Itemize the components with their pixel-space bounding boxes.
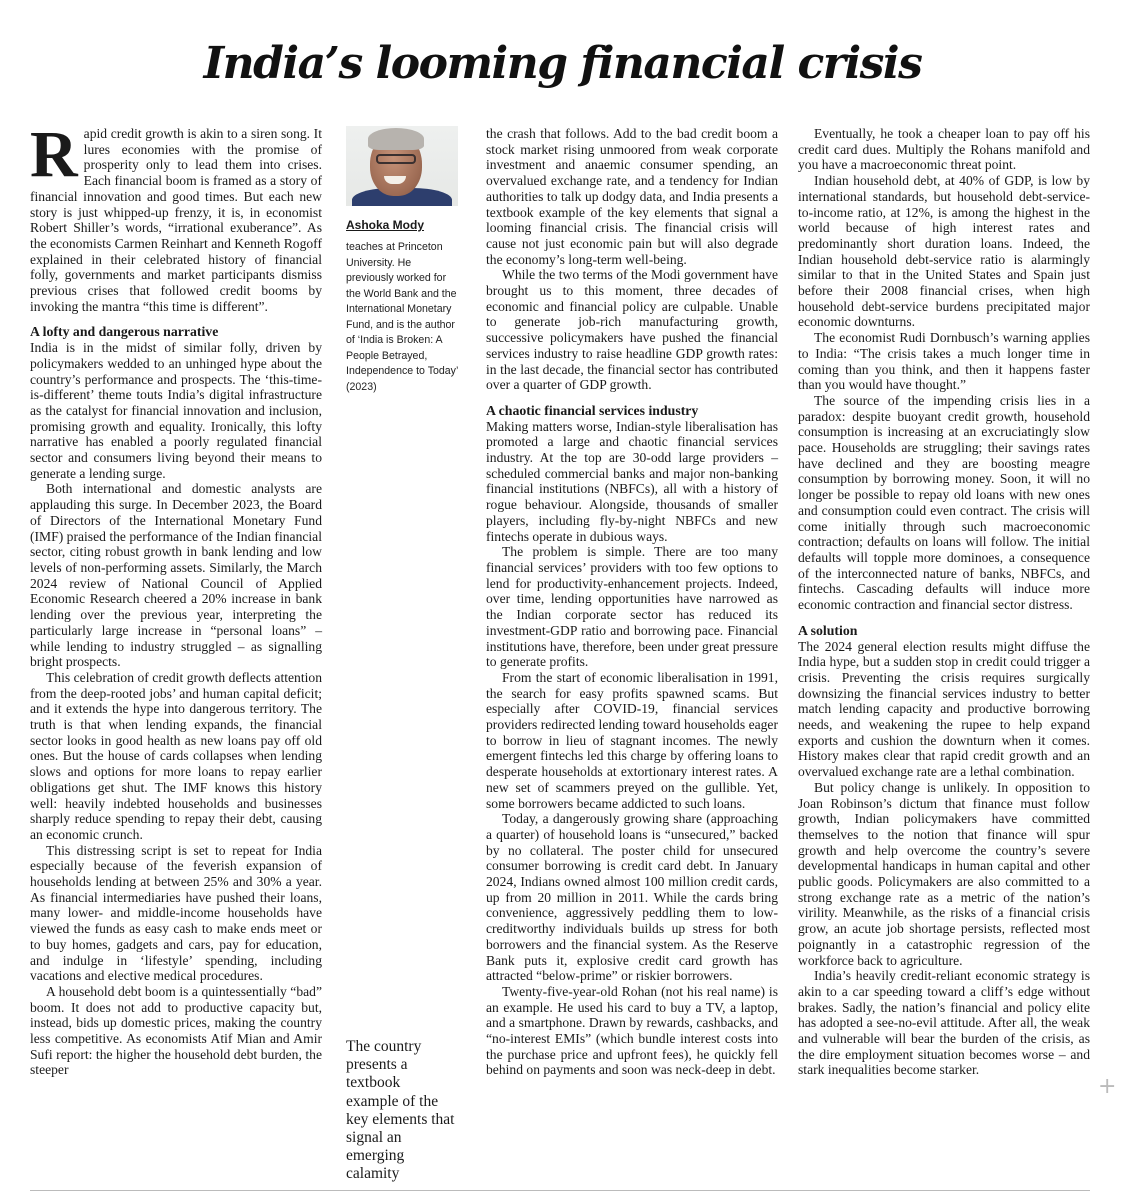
pull-quote: The country presents a textbook example of the key elements that signal an emerging calamity bbox=[346, 1038, 455, 1183]
paragraph: The source of the impending crisis lies in a paradox: despite buoyant credit growth, household consumption is increasing at an excruciatingly slow pace. Households are struggling; their savings rates have declined and they are boosting meagre consumption by borrowing money. Soon, it will no longer be possible to repay old loans with new ones and consumption could even contract. The crisis will come initially through such macroeconomic contraction; defaults on loans will follow. The initial defaults will topple more dominoes, a consequence of the interconnected nature of banks, NBFCs, and fintechs. Cascading defaults will induce more economic contraction and financial sector distress. bbox=[798, 392, 1090, 613]
author-name: Ashoka Mody bbox=[346, 218, 425, 232]
author-bio: teaches at Princeton University. He previously worked for the World Bank and the International Monetary Fund, and is the author of ‘India is Broken: A People Betrayed, Independence to Today’ (2023) bbox=[346, 241, 458, 393]
paragraph: Twenty-five-year-old Rohan (not his real name) is an example. He used his card to buy a TV, a laptop, and a smartphone. Drawn by rewards, cashbacks, and “no-interest EMIs” (which bundle interest costs into the purchase price and upfront fees), he quickly fell behind on payments and soon was neck-deep in debt. bbox=[486, 983, 778, 1078]
paragraph: India’s heavily credit-reliant economic strategy is akin to a car speeding toward a cliff’s edge without brakes. Sadly, the nation’s financial and policy elite has adopted a see-no-evil attitude. After all, the weak and vulnerable will bear the burden of the crisis, as the dire employment situation becomes worse – and stark inequalities become starker. bbox=[798, 968, 1090, 1078]
paragraph: Making matters worse, Indian-style liberalisation has promoted a large and chaotic financial services industry. At the top are 30-odd large providers – scheduled commercial banks and major non-banking financial institutions (NBFCs), all with a history of rogue behaviour. Alongside, thousands of smaller players, including fly-by-night NBFCs and new fintechs operate in dubious ways. bbox=[486, 418, 778, 544]
paragraph: This celebration of credit growth deflects attention from the deep-rooted jobs’ and human capital deficit; and it extends the hype into dangerous territory. The truth is that when lending expands, the financial sector looks in good health as new loans pay off old ones. But the house of cards collapses when lending slows and options for more loans to repay earlier obligations get shut. The IMF knows this history well: heavily indebted households and businesses sharply reduce spending to repay their debt, causing an economic crunch. bbox=[30, 669, 322, 842]
paragraph: Both international and domestic analysts are applauding this surge. In December 2023, the Board of Directors of the International Monetary Fund (IMF) praised the performance of the Indian financial sector, citing robust growth in bank lending and low levels of non-performing assets. Similarly, the March 2024 review of National Council of Applied Economic Research cheered a 20% increase in bank lending over the previous year, interpreting the particularly large increase in “personal loans” – while lending to industry struggled – as signalling bright prospects. bbox=[30, 481, 322, 670]
drop-cap: R bbox=[30, 118, 78, 191]
paragraph: This distressing script is set to repeat for India especially because of the feverish expansion of households lending at between 25% and 30% a year. As financial intermediaries have pushed their loans, many lower- and middle-income households have viewed the funds as easy cash to make ends meet or to buy homes, gadgets and cars, pay for education, and indulge in ‘lifestyle’ spending, including vacations and elective medical procedures. bbox=[30, 842, 322, 984]
paragraph: Today, a dangerously growing share (approaching a quarter) of household loans is “unsecured,” backed by no collateral. The poster child for unsecured consumer borrowing is credit card debt. In January 2024, Indians owned almost 100 million credit cards, up from 20 million in 2011. While the cards bring convenience, aggressively peddling them to low-creditworthy individuals builds up stress for both borrowers and the financial system. As the Reserve Bank puts it, explosive credit card growth has attracted “below-prime” or riskier borrowers. bbox=[486, 811, 778, 984]
plus-icon: + bbox=[1098, 1074, 1117, 1099]
paragraph: Rapid credit growth is akin to a siren song. It lures economies with the promise of prosperity only to lead them into crises. Each financial boom is framed as a story of financial innovation and good times. But each new story is just whipped-up frenzy, it is, in economist Robert Shiller’s words, “irrational exuberance”. As the economists Carmen Reinhart and Kenneth Rogoff explained in their celebrated history of financial folly, governments and market participants dismiss previous crises that followed credit booms by invoking the mantra “this time is different”. bbox=[30, 118, 322, 314]
paragraph: A household debt boom is a quintessentially “bad” boom. It does not add to productive capacity but, instead, bids up domestic prices, making the country less competitive. As economists Atif Mian and Amir Sufi report: the higher the household debt burden, the steeper bbox=[30, 983, 322, 1078]
bottom-rule bbox=[30, 1190, 1090, 1191]
author-sidebar bbox=[346, 126, 461, 395]
paragraph: Eventually, he took a cheaper loan to pay off his credit card dues. Multiply the Rohans manifold and you have a macroeconomic threat point. bbox=[798, 126, 1090, 173]
author-photo bbox=[346, 126, 458, 206]
paragraph: The 2024 general election results might diffuse the India hype, but a sudden stop in credit could trigger a crisis. Preventing the crisis requires surgically downsizing the financial services industry to better match lending capacity and productive borrowing needs, and weakening the rupee to help expand exports and cushion the downturn when it comes. History makes clear that rapid credit growth and an overvalued exchange rate are a lethal combination. bbox=[798, 638, 1090, 780]
paragraph: The problem is simple. There are too many financial services’ providers with too few options to lend for productivity-enhancement projects. Indeed, over time, lending opportunities have narrowed as the Indian corporate sector has reduced its investment-GDP ratio and borrowing pace. Financial institutions have, therefore, been under great pressure to generate profits. bbox=[486, 544, 778, 670]
article-column-4 bbox=[798, 126, 1090, 1078]
paragraph: While the two terms of the Modi government have brought us to this moment, three decades of economic and financial policy are culpable. Unable to generate job-rich manufacturing growth, successive policymakers have pushed the financial services industry to raise headline GDP growth rates: in the last decade, the financial sector has contributed over a quarter of GDP growth. bbox=[486, 267, 778, 393]
paragraph: The economist Rudi Dornbusch’s warning applies to India: “The crisis takes a much longer time in coming than you think, and then it happens faster than you would have thought.” bbox=[798, 330, 1090, 393]
article-column-1 bbox=[30, 118, 322, 1078]
article-title: India’s looming financial crisis bbox=[203, 38, 922, 89]
section-heading: A chaotic financial services industry bbox=[486, 402, 699, 418]
paragraph: Indian household debt, at 40% of GDP, is low by international standards, but household debt-service-to-income ratio, at 12%, is among the highest in the world because of high interest rates and predominantly short duration loans. Indeed, the Indian household debt-service ratio is alarmingly similar to that in the United States and Spain just before their 2008 financial crises, when high household debt-service burdens precipitated major economic downturns. bbox=[798, 173, 1090, 330]
section-heading: A lofty and dangerous narrative bbox=[30, 324, 219, 340]
section-heading: A solution bbox=[798, 622, 858, 638]
article-column-3 bbox=[486, 126, 778, 1078]
paragraph: India is in the midst of similar folly, driven by policymakers wedded to an unhinged hype about the country’s performance and prospects. The ‘this-time-is-different’ theme touts India’s digital infrastructure as the catalyst for financial innovation and inclusion, promising growth and equality. Ironically, this lofty narrative has enabled a poorly regulated financial sector and consumers living beyond their means to generate a lending surge. bbox=[30, 340, 322, 481]
paragraph: From the start of economic liberalisation in 1991, the search for easy profits spawned scams. But especially after COVID-19, financial services providers redirected lending toward households eager to borrow in lieu of stagnant incomes. The newly emergent fintechs led this charge by offering loans to desperate households at extortionary interest rates. A new set of scammers preyed on the gullible. Yet, some borrowers became addicted to such loans. bbox=[486, 669, 778, 811]
paragraph: the crash that follows. Add to the bad credit boom a stock market rising unmoored from weak corporate investment and anaemic consumer spending, an overvalued exchange rate, and a tendency for Indian authorities to talk up dodgy data, and India presents a textbook example of the key elements that signal a looming financial crisis. The financial crisis will cause not just economic pain but will also degrade the economy’s long-term well-being. bbox=[486, 126, 778, 267]
paragraph: But policy change is unlikely. In opposition to Joan Robinson’s dictum that finance must follow growth, Indian policymakers have committed themselves to the notion that finance will spur growth and help overcome the country’s severe developmental handicaps in human capital and other public goods. Policymakers are also committed to a strong exchange rate as a metric of the nation’s virility. Meanwhile, as the risks of a financial crisis grow, an acute job shortage persists, reflected most poignantly in a catastrophic regression of the workforce back to agriculture. bbox=[798, 779, 1090, 968]
